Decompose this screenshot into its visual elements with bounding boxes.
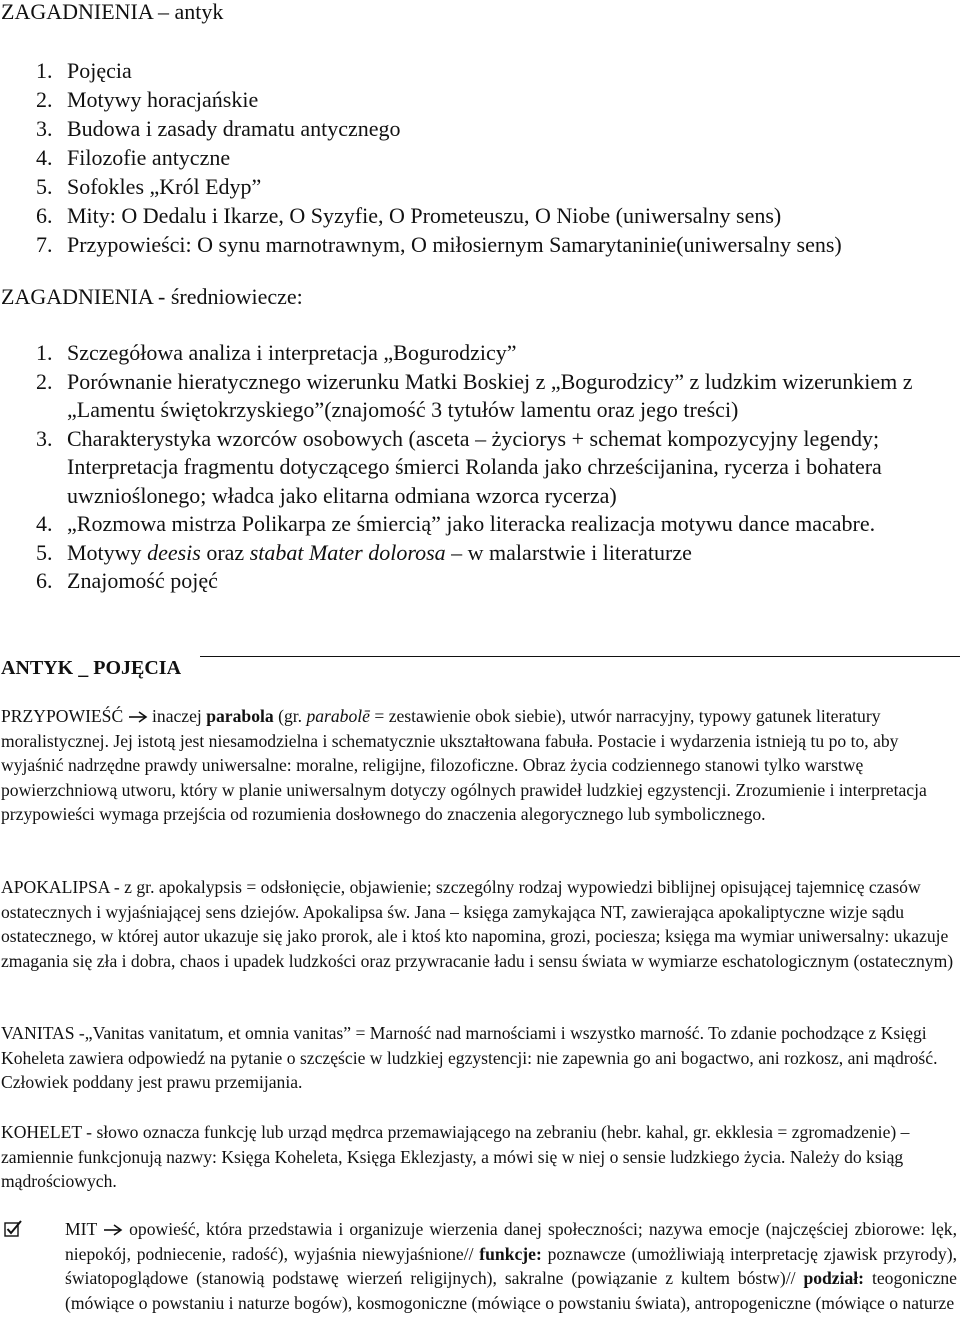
list-text: Budowa i zasady dramatu antycznego bbox=[67, 116, 401, 141]
heading-rule bbox=[200, 656, 960, 657]
list-text: Motywy horacjańskie bbox=[67, 87, 259, 112]
list-item bbox=[36, 56, 842, 85]
term: PRZYPOWIEŚĆ bbox=[1, 706, 124, 726]
list-item bbox=[36, 230, 842, 259]
list-number: 6. bbox=[36, 203, 53, 228]
italic-term: parabolē bbox=[306, 706, 370, 726]
list-text: „Rozmowa mistrza Polikarpa ze śmiercią” jako literacka realizacja motywu dance macabre. bbox=[67, 511, 876, 536]
list-number: 3. bbox=[36, 425, 53, 451]
text-run: teogoniczne (mówiące o powstaniu i naturze bogów), kosmogoniczne (mówiące o powstaniu świata), antropogeniczne (mówiące o naturze bbox=[65, 1268, 957, 1313]
italic-term: deesis bbox=[147, 539, 201, 565]
bold-term: funkcje: bbox=[479, 1243, 542, 1264]
sredniowiecze-topics-list bbox=[36, 339, 936, 596]
arrow-right-icon bbox=[128, 711, 148, 723]
text-run: opowieść, która przedstawia i organizuje wierzenia danej społeczności; nazywa emocje (najczęściej zbiorowe: lęk, niepokój, podniecenie, radość), wyjaśnia niewyjaśnione// bbox=[65, 1219, 957, 1264]
list-item bbox=[36, 368, 936, 425]
definition-apokalipsa: APOKALIPSA - z gr. apokalypsis = odsłonięcie, objawienie; szczególny rodzaj wypowiedzi biblijnej opisującej tajemnicę czasów ostatecznych i wyjaśniającej sens dziejów. Apokalipsa św. Jana – księga zamykająca NT, zawierająca apokaliptyczne wizje sądu ostatecznego, w której autor ukazuje się jako prorok, ale i ktoś kto napomina, grozi, pociesza; księga ma wymiar uniwersalny: ukazuje zmagania się zła i dobra, chaos i upadek ludzkości oraz przywracanie ładu i sensu świata w wymiarze eschatologicznym (ostatecznym) bbox=[1, 877, 954, 971]
list-number: 6. bbox=[36, 568, 53, 593]
bold-term: parabola bbox=[206, 706, 274, 726]
list-number: 2. bbox=[36, 87, 53, 112]
list-text: Filozofie antyczne bbox=[67, 145, 231, 170]
list-text: Szczegółowa analiza i interpretacja „Bogurodzicy” bbox=[67, 340, 517, 365]
text-run: Motywy bbox=[67, 539, 148, 565]
list-item bbox=[36, 114, 842, 143]
antyk-pojecia-heading: ANTYK _ POJĘCIA bbox=[1, 657, 182, 679]
list-number: 1. bbox=[36, 58, 53, 83]
list-number: 2. bbox=[36, 368, 53, 394]
list-item bbox=[36, 539, 936, 568]
text-run: – w malarstwie i literaturze bbox=[445, 539, 692, 565]
list-number: 7. bbox=[36, 232, 53, 257]
list-text bbox=[67, 539, 936, 568]
section-title-sredniowiecze: ZAGADNIENIA - średniowiecze: bbox=[1, 284, 303, 309]
list-text: Przypowieści: O synu marnotrawnym, O miłosiernym Samarytaninie(uniwersalny sens) bbox=[67, 232, 842, 257]
definition-mit bbox=[65, 1217, 957, 1315]
list-number: 3. bbox=[36, 116, 53, 141]
list-number: 4. bbox=[36, 145, 53, 170]
bold-term: podział: bbox=[803, 1268, 865, 1289]
definition-vanitas: VANITAS -„Vanitas vanitatum, et omnia vanitas” = Marność nad marnościami i wszystko marność. To zdanie pochodzące z Księgi Koheleta zawiera odpowiedź na pytanie o szczęście w ludzkiej egzystencji: nie zapewnia go ani bogactwo, ani rozkosz, ani mądrość. Człowiek poddany jest prawu przemijania. bbox=[1, 1023, 938, 1093]
list-number: 4. bbox=[36, 511, 53, 536]
list-item bbox=[36, 85, 842, 114]
list-item bbox=[36, 425, 936, 511]
list-item bbox=[36, 510, 936, 539]
list-text: Mity: O Dedalu i Ikarze, O Syzyfie, O Prometeuszu, O Niobe (uniwersalny sens) bbox=[67, 203, 782, 228]
list-item bbox=[36, 201, 842, 230]
list-text: Sofokles „Król Edyp” bbox=[67, 174, 262, 199]
italic-term: stabat Mater dolorosa bbox=[249, 539, 446, 565]
section-title-antyk: ZAGADNIENIA – antyk bbox=[1, 0, 224, 24]
definition-przypowiesc bbox=[1, 704, 957, 827]
text-run: = zestawienie obok siebie), utwór narracyjny, typowy gatunek literatury moralistycznej. Jej istotą jest niesamodzielna i schematycznie ukształtowana fabuła. Postacie i wydarzenia istnieją tu po to, aby wyjaśnić nadrzędne prawdy uniwersalne: moralne, religijne, filozoficzne. Obraz życia codziennego stanowi tylko warstwę powierzchniową utworu, który w planie uniwersalnym dotyczy ogólnych prawideł ludzkiej egzystencji. Zrozumienie i interpretacja przypowieści wymaga przejścia od rozumienia dosłownego do znaczenia alegorycznego lub symbolicznego. bbox=[1, 706, 927, 825]
list-number: 1. bbox=[36, 340, 53, 365]
list-text: Porównanie hieratycznego wizerunku Matki Boskiej z „Bogurodzicy” z ludzkim wizerunkiem z „Lamentu świętokrzyskiego”(znajomość 3 tytułów lamentu oraz jego treści) bbox=[67, 368, 913, 422]
text-run: (gr. bbox=[273, 706, 307, 726]
list-item bbox=[36, 339, 936, 368]
list-item bbox=[36, 143, 842, 172]
list-item bbox=[36, 172, 842, 201]
term: MIT bbox=[65, 1219, 97, 1239]
text-run: poznawcze (umożliwiają interpretację zjawisk przyrody), światopoglądowe (stanowią podstawę wierzeń religijnych), sakralne (powiązanie z kultem bóstw)// bbox=[65, 1243, 957, 1289]
list-text: Pojęcia bbox=[67, 58, 132, 83]
list-number: 5. bbox=[36, 539, 53, 565]
text-run: oraz bbox=[200, 539, 250, 565]
checkbox-checked-icon bbox=[4, 1220, 22, 1238]
list-item bbox=[36, 567, 936, 596]
antyk-topics-list bbox=[36, 56, 842, 259]
arrow-right-icon bbox=[103, 1224, 123, 1236]
definition-kohelet: KOHELET - słowo oznacza funkcję lub urząd mędrca przemawiającego na zebraniu (hebr. kahal, gr. ekklesia = zgromadzenie) – zamiennie funkcjonują nazwy: Księga Koheleta, Księga Eklezjasty, a mówi się w niej o sensie ludzkiego życia. Należy do ksiąg mądrościowych. bbox=[1, 1122, 910, 1192]
text-run: inaczej bbox=[147, 706, 207, 726]
list-text: Znajomość pojęć bbox=[67, 568, 218, 593]
list-number: 5. bbox=[36, 174, 53, 199]
list-text: Charakterystyka wzorców osobowych (asceta – życiorys + schemat kompozycyjny legendy; Interpretacja fragmentu dotyczącego śmierci Rolanda jako chrześcijanina, rycerza i bohatera uwznioślonego; władca jako elitarna odmiana wzorca rycerza) bbox=[67, 425, 882, 508]
